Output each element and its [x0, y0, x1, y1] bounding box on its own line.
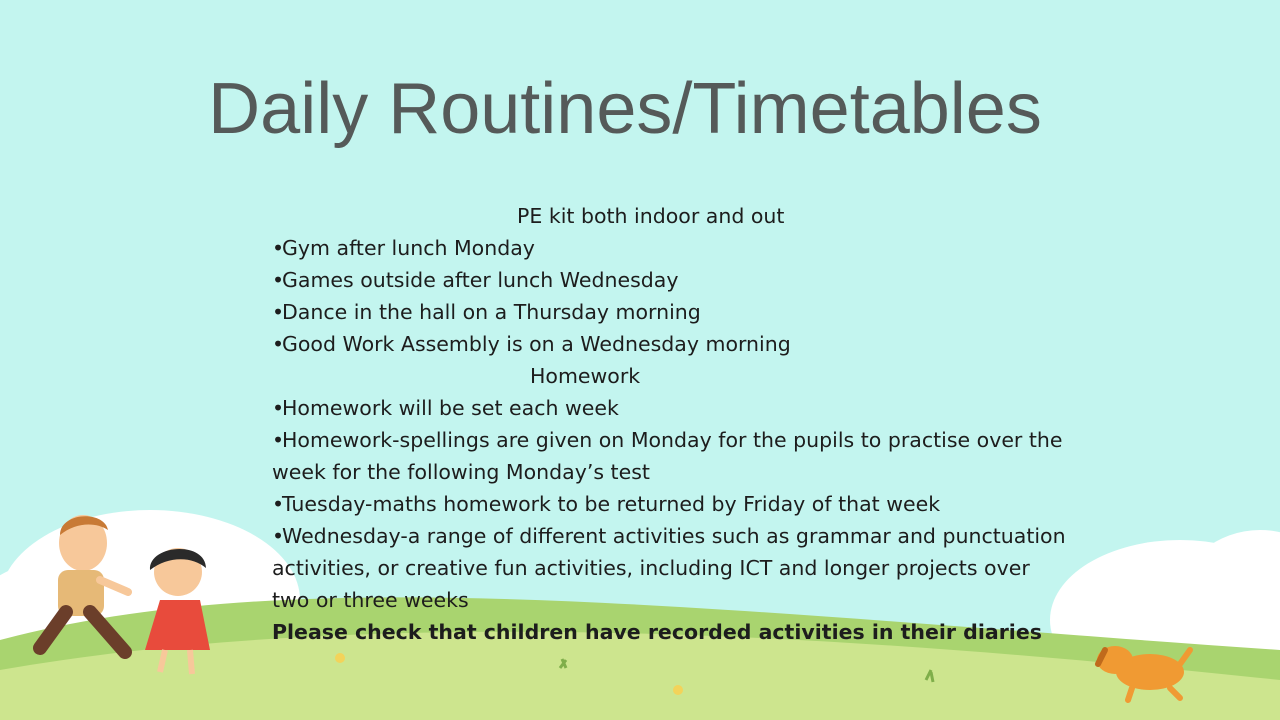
list-item: •Homework-spellings are given on Monday for the pupils to practise over the week for the following Monday’s test: [272, 424, 1072, 488]
pe-kit-heading: PE kit both indoor and out: [517, 204, 785, 228]
bullet-icon: •: [272, 268, 285, 292]
bullet-icon: •: [272, 236, 285, 260]
bullet-icon: •: [272, 396, 285, 420]
homework-heading: Homework: [530, 364, 641, 388]
list-item: •Wednesday-a range of different activities such as grammar and punctuation activities, or creative fun activities, including ICT and longer projects over two or three weeks: [272, 520, 1072, 616]
bullet-icon: •: [272, 300, 285, 324]
list-item: •Games outside after lunch Wednesday: [272, 264, 1072, 296]
diary-reminder: Please check that children have recorded activities in their diaries: [272, 620, 1042, 644]
list-item: •Good Work Assembly is on a Wednesday morning: [272, 328, 1072, 360]
bullet-icon: •: [272, 492, 285, 516]
list-item: •Gym after lunch Monday: [272, 232, 1072, 264]
slide-title: Daily Routines/Timetables: [208, 69, 1042, 149]
bullet-icon: •: [272, 524, 285, 548]
bullet-icon: •: [272, 428, 285, 452]
list-item: •Homework will be set each week: [272, 392, 1072, 424]
list-item: •Dance in the hall on a Thursday morning: [272, 296, 1072, 328]
bullet-icon: •: [272, 332, 285, 356]
list-item: •Tuesday-maths homework to be returned by Friday of that week: [272, 488, 1072, 520]
slide-body: [272, 200, 1072, 648]
